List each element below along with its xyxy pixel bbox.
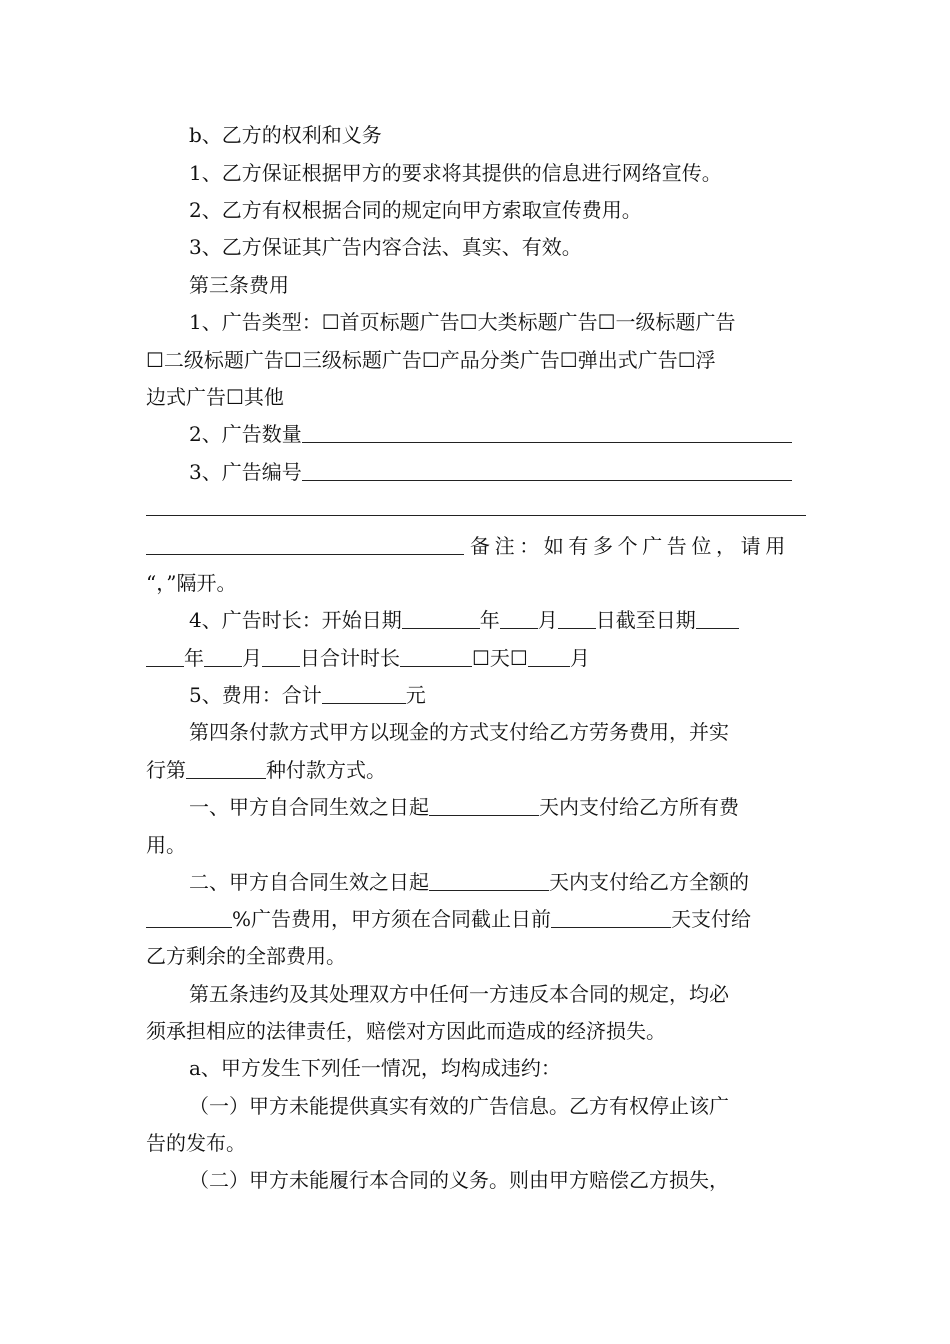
payment-option-2	[189, 865, 849, 899]
ad-quantity-label: 2、广告数量	[189, 422, 302, 446]
year-label: 年	[479, 608, 500, 632]
option-2-text-end: 天内支付给乙方全额的	[549, 870, 749, 894]
ad-quantity-line	[189, 417, 849, 451]
payment-method-line	[146, 753, 806, 787]
payment-option-2-end: 乙方剩余的全部费用。	[146, 944, 346, 968]
breach-heading-a: a、甲方发生下列任一情况，均构成违约：	[189, 1056, 561, 1080]
percent-blank[interactable]	[146, 903, 232, 928]
ad-quantity-blank[interactable]	[302, 418, 792, 443]
total-duration-blank[interactable]	[400, 642, 472, 667]
year-label: 年	[184, 646, 204, 670]
breach-item-2: （二）甲方未能履行本合同的义务。则由甲方赔偿乙方损失，	[189, 1168, 729, 1192]
remark-text: 备注：如有多个广告位，请用	[470, 534, 790, 558]
fee-label: 5、费用：合计	[189, 683, 322, 707]
ad-type-options: 1、广告类型：☐首页标题广告☐大类标题广告☐一级标题广告	[189, 310, 736, 334]
payment-method-blank[interactable]	[186, 754, 266, 779]
clause-line: 2、乙方有权根据合同的规定向甲方索取宣传费用。	[189, 198, 642, 222]
option-2-days-blank[interactable]	[429, 866, 549, 891]
option-1-text-end: 天内支付给乙方所有费	[539, 795, 739, 819]
ad-duration-line-cont	[146, 641, 806, 675]
start-month-blank[interactable]	[500, 604, 538, 629]
clause-line: 3、乙方保证其广告内容合法、真实、有效。	[189, 235, 582, 259]
breach-item-1: （一）甲方未能提供真实有效的广告信息。乙方有权停止该广	[189, 1094, 729, 1118]
payment-option-1-cont: 用。	[146, 833, 186, 857]
clause-line: 1、乙方保证根据甲方的要求将其提供的信息进行网络宣传。	[189, 161, 722, 185]
end-date-label: 日截至日期	[595, 608, 696, 632]
duration-unit-options: ☐天☐	[472, 646, 528, 670]
end-month-blank[interactable]	[204, 642, 242, 667]
deadline-days-blank[interactable]	[551, 903, 671, 928]
article-5-cont: 须承担相应的法律责任，赔偿对方因此而造成的经济损失。	[146, 1019, 666, 1043]
end-year-blank-cont[interactable]	[146, 642, 184, 667]
option-2-text: 二、甲方自合同生效之日起	[189, 870, 429, 894]
ad-number-blank-end[interactable]	[146, 530, 464, 555]
start-date-label: 4、广告时长：开始日期	[189, 608, 402, 632]
payment-method-label: 行第	[146, 758, 186, 782]
section-heading-b: b、乙方的权利和义务	[189, 123, 382, 147]
option-1-text: 一、甲方自合同生效之日起	[189, 795, 429, 819]
deadline-text: 天支付给	[671, 907, 752, 931]
ad-type-options-end: 边式广告☐其他	[146, 385, 284, 409]
ad-number-blank-cont[interactable]	[146, 491, 806, 516]
month-label: 月	[569, 646, 590, 670]
article-heading-4: 第四条付款方式甲方以现金的方式支付给乙方劳务费用，并实	[189, 720, 729, 744]
months-blank[interactable]	[528, 642, 570, 667]
end-day-blank[interactable]	[262, 642, 300, 667]
month-label: 月	[242, 646, 262, 670]
article-heading-3: 第三条费用	[189, 273, 289, 297]
ad-number-blank-line	[146, 491, 806, 516]
ad-number-blank[interactable]	[302, 456, 792, 481]
article-heading-5: 第五条违约及其处理双方中任何一方违反本合同的规定，均必	[189, 982, 729, 1006]
total-duration-label: 日合计时长	[300, 646, 400, 670]
option-1-days-blank[interactable]	[429, 791, 539, 816]
breach-item-1-cont: 告的发布。	[146, 1131, 246, 1155]
percent-text: %广告费用，甲方须在合同截止日前	[232, 907, 552, 931]
fee-total-blank[interactable]	[322, 679, 406, 704]
ad-type-options-cont: ☐二级标题广告☐三级标题广告☐产品分类广告☐弹出式广告☐浮	[146, 348, 716, 372]
fee-line	[189, 678, 849, 712]
remark-line	[146, 529, 806, 563]
payment-method-suffix: 种付款方式。	[266, 758, 386, 782]
end-year-blank[interactable]	[696, 604, 739, 629]
payment-option-1	[189, 790, 849, 824]
remark-text-cont: “，”隔开。	[146, 571, 237, 595]
ad-number-label: 3、广告编号	[189, 460, 302, 484]
month-label: 月	[537, 608, 558, 632]
currency-label: 元	[405, 683, 426, 707]
payment-option-2-cont	[146, 902, 806, 936]
ad-number-line	[189, 455, 849, 489]
start-year-blank[interactable]	[402, 604, 480, 629]
ad-duration-line	[189, 603, 849, 637]
start-day-blank[interactable]	[558, 604, 596, 629]
